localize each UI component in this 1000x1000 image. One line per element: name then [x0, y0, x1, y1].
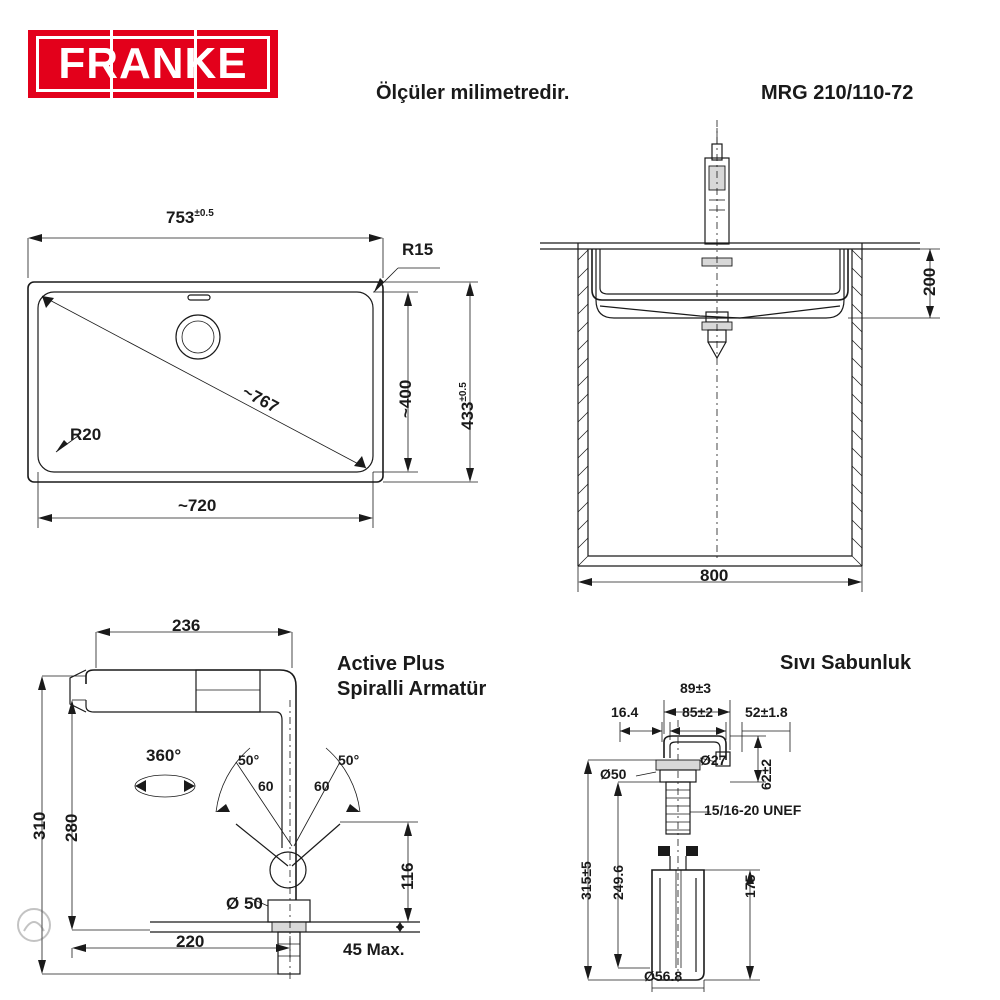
- dim-faucet-max-thickness: 45 Max.: [343, 940, 405, 959]
- franke-wordmark: FRANKE: [36, 36, 270, 92]
- dim-angle-inner-left: 60: [258, 778, 274, 794]
- dim-faucet-height-total: 310: [30, 811, 49, 840]
- dim-angle-left: 50°: [238, 752, 260, 768]
- soap-title: Sıvı Sabunluk: [780, 652, 912, 674]
- dim-soap-head-height: 62±2: [758, 758, 774, 790]
- dim-faucet-base-diameter: Ø 50: [226, 894, 263, 913]
- dim-faucet-swivel: 360°: [146, 746, 182, 765]
- dim-soap-collar-diameter: Ø50: [600, 766, 627, 782]
- faucet-title: [337, 652, 486, 702]
- dim-soap-thread: 15/16-20 UNEF: [704, 802, 802, 818]
- dim-soap-bottle-height: 175: [742, 874, 758, 898]
- dim-bowl-depth: 200: [920, 267, 939, 296]
- measure-note: Ölçüler milimetredir.: [376, 82, 570, 104]
- dim-soap-tube-length: 249.6: [610, 864, 626, 900]
- dim-radius-top: R15: [402, 240, 434, 259]
- faucet-title-line2: Spiralli Armatür: [337, 678, 487, 700]
- dim-angle-right: 50°: [338, 752, 360, 768]
- dim-soap-bottle-diameter: Ø56.8: [644, 968, 683, 984]
- dim-soap-tube-total: 315±5: [578, 861, 594, 900]
- dim-radius-bottom: R20: [70, 425, 102, 444]
- dim-soap-left-offset: 16.4: [611, 704, 639, 720]
- watermark-icon: [14, 905, 54, 945]
- dim-soap-right-offset: 52±1.8: [745, 704, 788, 720]
- dim-faucet-base-offset: 220: [176, 932, 205, 951]
- dim-depth-overall-tol: ±0.5: [458, 382, 470, 402]
- dim-faucet-height-spout: 280: [62, 813, 81, 842]
- dim-soap-hole-diameter: Ø27: [700, 752, 727, 768]
- model-title: MRG 210/110-72: [761, 82, 914, 104]
- dim-cabinet-width: 800: [700, 566, 729, 585]
- dim-depth-overall: 433±0.5: [458, 382, 477, 430]
- dim-soap-mid-width: 85±2: [682, 704, 714, 720]
- dim-faucet-body-height: 116: [398, 862, 417, 890]
- dim-diagonal: ~767: [239, 382, 282, 417]
- dim-faucet-reach: 236: [172, 616, 201, 635]
- dim-width-inner: ~720: [178, 496, 217, 515]
- dim-angle-inner-right: 60: [314, 778, 330, 794]
- dim-width-overall: 753±0.5: [166, 208, 214, 227]
- faucet-title-line1: Active Plus: [337, 653, 445, 675]
- dim-width-overall-tol: ±0.5: [194, 208, 214, 220]
- dim-depth-inner: ~400: [396, 379, 415, 418]
- dim-soap-top-width: 89±3: [680, 680, 712, 696]
